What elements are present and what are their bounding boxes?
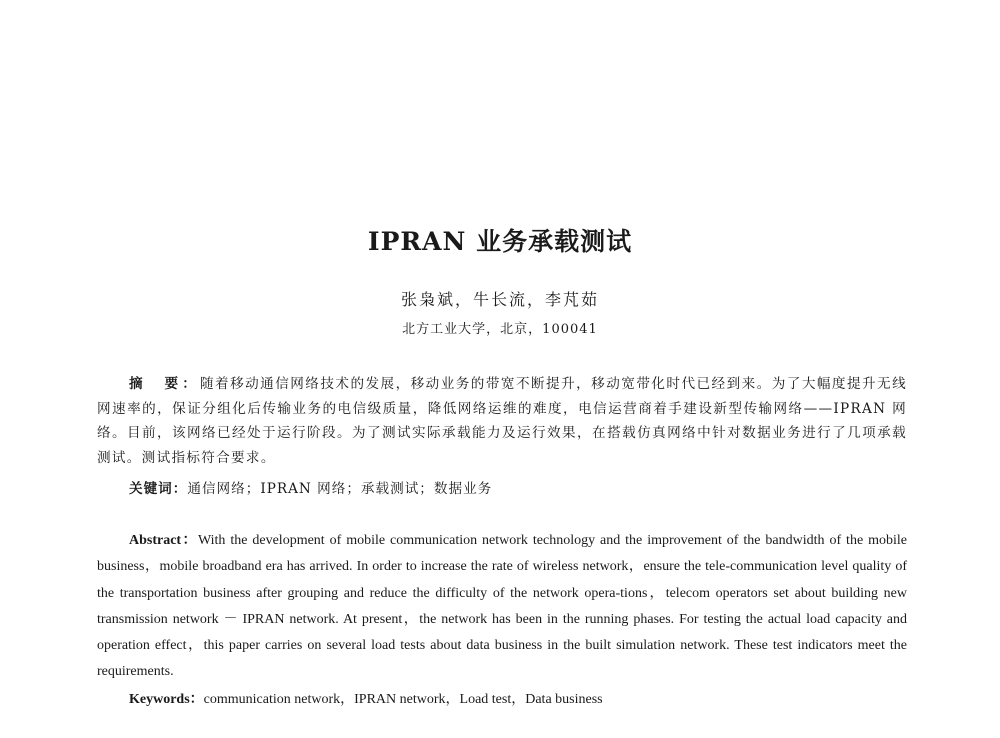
chinese-abstract-text: 随着移动通信网络技术的发展，移动业务的带宽不断提升，移动宽带化时代已经到来。为了大幅度提升无线网速率的，保证分组化后传输业务的电信级质量，降低网络运维的难度，电信运营商着手建设新型传输网络——IPRAN 网络。目前，该网络已经处于运行阶段。为了测试实际承载能力及运行效果，在搭载仿真网络中针对数据业务进行了几项承载测试。测试指标符合要求。 (97, 376, 907, 466)
english-keywords-text: communication network，IPRAN network，Load test，Data business (203, 692, 603, 707)
paper-title: IPRAN 业务承载测试 (367, 227, 633, 256)
english-keywords-label: Keywords： (129, 692, 204, 707)
english-abstract-label: Abstract： (129, 533, 198, 548)
chinese-keywords-label: 关键词： (129, 481, 188, 497)
author-affiliation: 北方工业大学，北京，100041 (402, 322, 598, 337)
author-list: 张枭斌，牛长流，李芃茹 (400, 290, 599, 309)
english-abstract-text: With the development of mobile communication network technology and the improvement of the bandwidth of the mobile business，mobile broadband era has arrived. In order to increase the rate of wireless network，ensure the tele-communication level quality of the transportation business after grouping and reduce the difficulty of the network opera-tions，telecom operators set about building new transmission network － IPRAN network. At present，the network has been in the running phases. For testing the actual load capacity and operation effect，this paper carries on several load tests about data business in the built simulation network. These test indicators meet the requirements. (97, 533, 907, 680)
chinese-keywords (129, 477, 909, 497)
english-abstract (97, 528, 907, 686)
chinese-abstract-label: 摘 要： (129, 376, 200, 392)
chinese-abstract (97, 372, 907, 470)
english-keywords (129, 688, 909, 708)
chinese-keywords-text: 通信网络；IPRAN 网络；承载测试；数据业务 (187, 481, 493, 497)
